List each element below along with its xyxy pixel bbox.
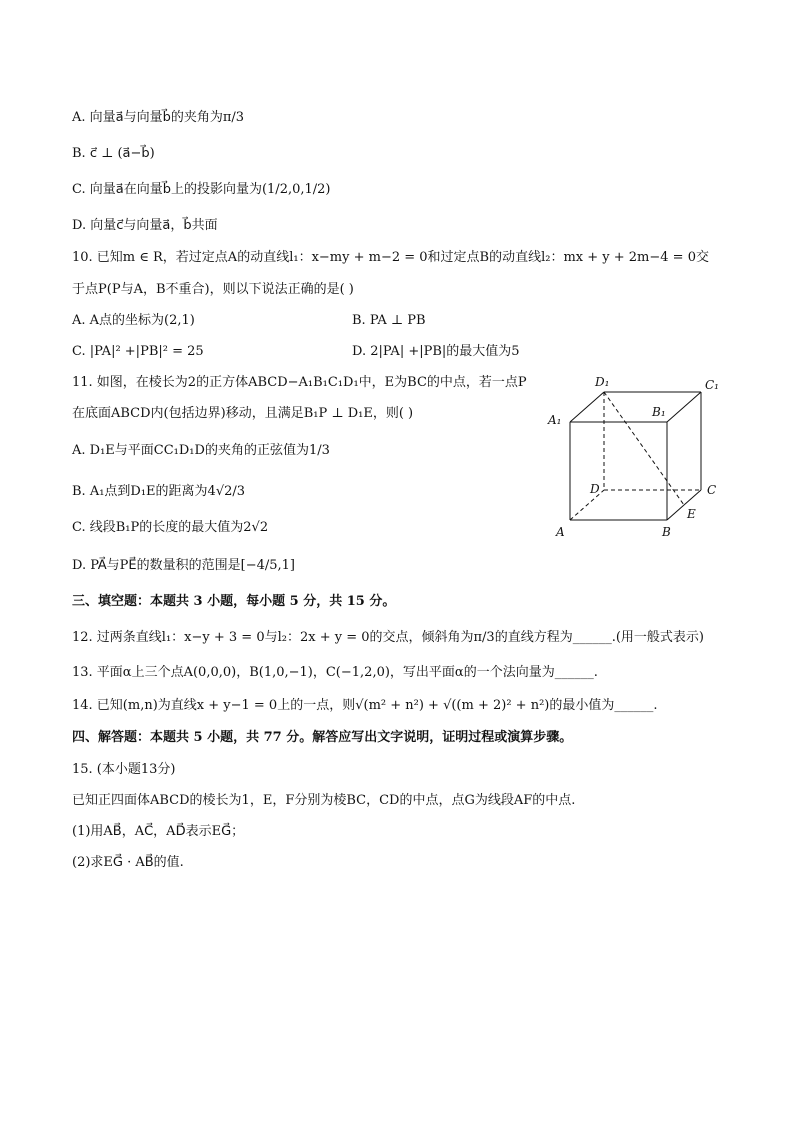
edge-b1c1: [667, 392, 701, 422]
q12: 12. 过两条直线l₁：x−y + 3 = 0与l₂：2x + y = 0的交点，倾斜角为π/3的直线方程为______.(用一般式表示): [72, 630, 704, 645]
q15-part1: (1)用AB⃗，AC⃗，AD⃗表示EG⃗；: [72, 824, 245, 839]
q9-option-d: D. 向量c⃗与向量a⃗，b⃗共面: [72, 218, 218, 233]
label-a1: A₁: [548, 413, 562, 427]
label-b: B: [662, 525, 671, 539]
q10-option-a: A. A点的坐标为(2,1): [72, 313, 195, 328]
q10-option-b: B. PA ⊥ PB: [352, 313, 426, 328]
q9-option-b: B. c⃗ ⊥ (a⃗−b⃗): [72, 146, 155, 161]
q14: 14. 已知(m,n)为直线x + y−1 = 0上的一点，则√(m² + n²) + √((m + 2)² + n²)的最小值为______.: [72, 698, 658, 713]
q13: 13. 平面α上三个点A(0,0,0)，B(1,0,−1)，C(−1,2,0)，写出平面α的一个法向量为______.: [72, 665, 598, 680]
q11-option-d: D. PA⃗与PE⃗的数量积的范围是[−4/5,1]: [72, 558, 295, 573]
q11-option-c: C. 线段B₁P的长度的最大值为2√2: [72, 520, 269, 535]
q10-stem-line1: 10. 已知m ∈ R，若过定点A的动直线l₁：x−my + m−2 = 0和过定点B的动直线l₂：mx + y + 2m−4 = 0交: [72, 250, 709, 265]
edge-a1d1: [570, 392, 604, 422]
section-solutions: 四、解答题：本题共 5 小题，共 77 分。解答应写出文字说明，证明过程或演算步骤。: [72, 730, 573, 745]
cube-figure: [540, 372, 730, 542]
label-b1: B₁: [652, 405, 666, 419]
q10-stem-line2: 于点P(P与A，B不重合)，则以下说法正确的是( ): [72, 282, 354, 297]
label-e: E: [687, 507, 696, 521]
segment-d1e: [604, 392, 684, 505]
q9-option-c: C. 向量a⃗在向量b⃗上的投影向量为(1/2,0,1/2): [72, 182, 331, 197]
q10-option-d: D. 2|PA| +|PB|的最大值为5: [352, 344, 520, 359]
label-c1: C₁: [705, 378, 719, 392]
q15-part2: (2)求EG⃗ · AB⃗的值.: [72, 855, 184, 870]
q11-option-b: B. A₁点到D₁E的距离为4√2/3: [72, 484, 246, 499]
q10-option-c: C. |PA|² +|PB|² = 25: [72, 344, 204, 359]
label-d1: D₁: [595, 375, 610, 389]
q15-header: 15. (本小题13分): [72, 762, 176, 777]
q11-option-a: A. D₁E与平面CC₁D₁D的夹角的正弦值为1/3: [72, 443, 330, 458]
q11-stem-line1: 11. 如图，在棱长为2的正方体ABCD−A₁B₁C₁D₁中，E为BC的中点，若一点P: [72, 375, 527, 390]
q15-stem: 已知正四面体ABCD的棱长为1，E，F分别为棱BC，CD的中点，点G为线段AF的中点.: [72, 793, 576, 808]
label-a: A: [556, 525, 565, 539]
label-d: D: [590, 482, 600, 496]
label-c: C: [707, 483, 717, 497]
q11-stem-line2: 在底面ABCD内(包括边界)移动，且满足B₁P ⊥ D₁E，则( ): [72, 406, 414, 421]
section-fill-blank: 三、填空题：本题共 3 小题，每小题 5 分，共 15 分。: [72, 594, 396, 609]
q9-option-a: A. 向量a⃗与向量b⃗的夹角为π/3: [72, 110, 245, 125]
